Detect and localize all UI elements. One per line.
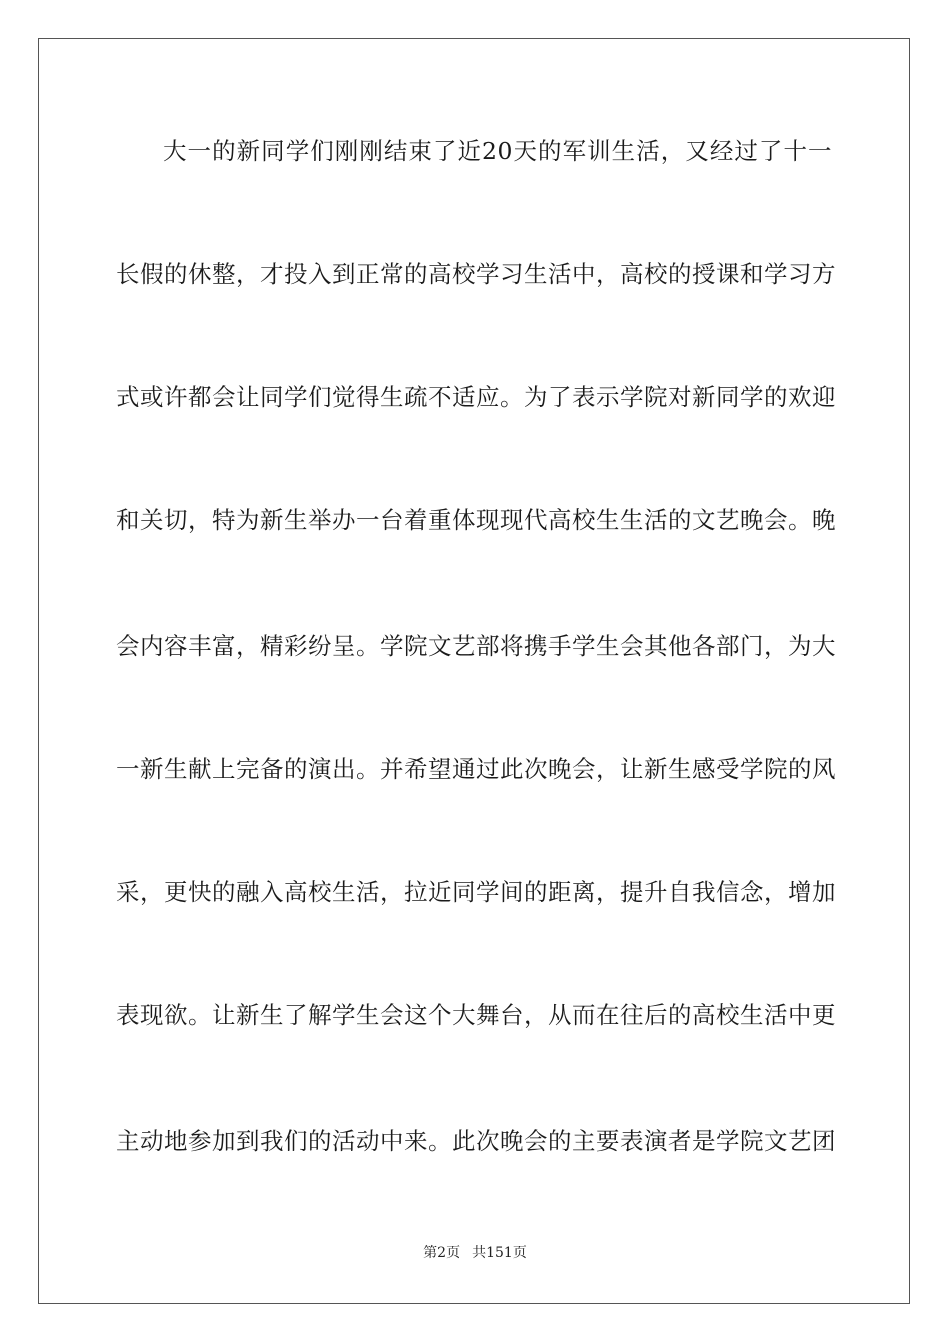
paragraph-line-3: 式或许都会让同学们觉得生疏不适应。为了表示学院对新同学的欢迎 (116, 383, 836, 411)
paragraph-line-4: 和关切，特为新生举办一台着重体现现代高校生生活的文艺晚会。晚 (116, 506, 836, 534)
paragraph-line-5: 会内容丰富，精彩纷呈。学院文艺部将携手学生会其他各部门，为大 (116, 632, 836, 660)
paragraph-line-1: 大一的新同学们刚刚结束了近20天的军训生活，又经过了十一 (163, 137, 832, 165)
paragraph-line-2: 长假的休整，才投入到正常的高校学习生活中，高校的授课和学习方 (116, 260, 836, 288)
page-border (38, 38, 910, 1304)
paragraph-line-8: 表现欲。让新生了解学生会这个大舞台，从而在往后的高校生活中更 (116, 1001, 836, 1029)
paragraph-line-7: 采，更快的融入高校生活，拉近同学间的距离，提升自我信念，增加 (116, 878, 836, 906)
page-footer (0, 1244, 950, 1262)
page-total: 共151页 (472, 1245, 527, 1261)
page-number: 第2页 (423, 1245, 461, 1261)
paragraph-line-9: 主动地参加到我们的活动中来。此次晚会的主要表演者是学院文艺团 (116, 1127, 836, 1155)
paragraph-line-6: 一新生献上完备的演出。并希望通过此次晚会，让新生感受学院的风 (116, 755, 836, 783)
